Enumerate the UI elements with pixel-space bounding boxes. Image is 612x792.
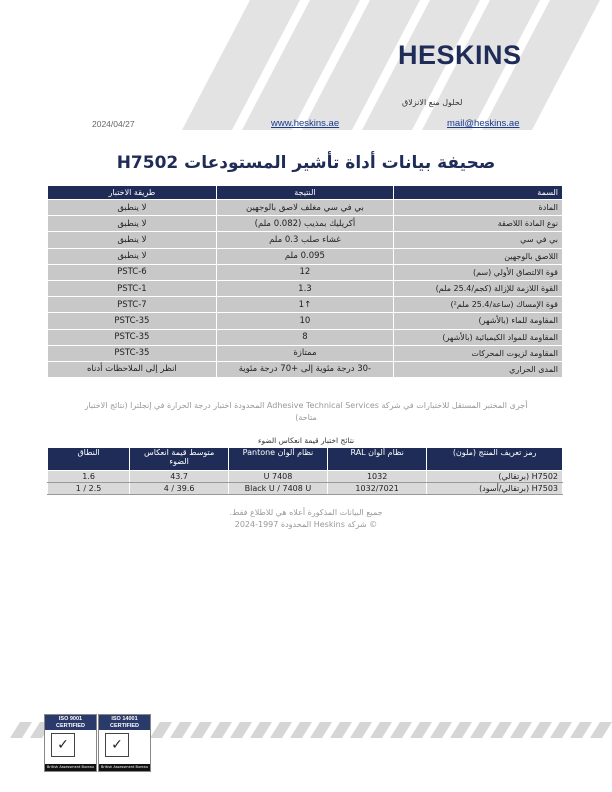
spec-result: ↑1 bbox=[216, 297, 393, 313]
reflectance-table bbox=[47, 447, 563, 495]
spec-row bbox=[48, 361, 563, 377]
spec-row bbox=[48, 200, 563, 216]
range-cell: 1.6 bbox=[48, 471, 130, 483]
header-ral: نظام ألوان RAL bbox=[327, 448, 426, 471]
spec-row bbox=[48, 313, 563, 329]
pantone-cell: 7408 U bbox=[228, 471, 327, 483]
spec-row bbox=[48, 264, 563, 280]
reflectance-row bbox=[48, 471, 563, 483]
spec-test-method: انظر إلى الملاحظات أدناه bbox=[48, 361, 217, 377]
header-lrv-average: متوسط قيمة انعكاس الضوء bbox=[130, 448, 229, 471]
range-cell: 2.5 / 1 bbox=[48, 483, 130, 495]
badge-strip: British Assessment Bureau bbox=[99, 764, 150, 771]
spec-row bbox=[48, 345, 563, 361]
iso-9001-badge bbox=[44, 714, 97, 772]
spec-result: 12 bbox=[216, 264, 393, 280]
product-code-cell: H7502 (برتقالي) bbox=[427, 471, 563, 483]
spec-result: 8 bbox=[216, 329, 393, 345]
certification-check-icon: ✓ bbox=[105, 733, 129, 757]
brand-logo: HESKINS bbox=[398, 40, 522, 70]
spec-property: اللاصق بالوجهين bbox=[394, 248, 563, 264]
lrv-cell: 39.6 / 4 bbox=[130, 483, 229, 495]
spec-result: -30 درجة مئوية إلى +70 درجة مئوية bbox=[216, 361, 393, 377]
spec-result: 10 bbox=[216, 313, 393, 329]
document-date: 2024/04/27 bbox=[92, 119, 135, 129]
spec-row bbox=[48, 232, 563, 248]
ral-cell: 1032/7021 bbox=[327, 483, 426, 495]
ral-cell: 1032 bbox=[327, 471, 426, 483]
spec-test-method: PSTC-35 bbox=[48, 329, 217, 345]
header-range: النطاق bbox=[48, 448, 130, 471]
product-code-cell: H7503 (برتقالي/أسود) bbox=[427, 483, 563, 495]
spec-test-method: لا ينطبق bbox=[48, 248, 217, 264]
iso-14001-badge bbox=[98, 714, 151, 772]
spec-row bbox=[48, 329, 563, 345]
reflectance-header-row bbox=[48, 448, 563, 471]
spec-result: ممتازة bbox=[216, 345, 393, 361]
spec-table bbox=[47, 185, 563, 378]
spec-property: نوع المادة اللاصقة bbox=[394, 216, 563, 232]
spec-result: 0.095 ملم bbox=[216, 248, 393, 264]
lrv-cell: 43.7 bbox=[130, 471, 229, 483]
spec-result: أكريليك بمذيب (0.082 ملم) bbox=[216, 216, 393, 232]
header-product-code: رمز تعريف المنتج (ملون) bbox=[427, 448, 563, 471]
spec-property: المدى الحراري bbox=[394, 361, 563, 377]
spec-test-method: لا ينطبق bbox=[48, 216, 217, 232]
spec-row bbox=[48, 216, 563, 232]
spec-property: المقاومة للماء (بالأشهر) bbox=[394, 313, 563, 329]
footer-copyright: © شركة Heskins المحدودة 1997-2024 bbox=[234, 520, 378, 529]
badge-strip: British Assessment Bureau bbox=[45, 764, 96, 771]
spec-test-method: PSTC-35 bbox=[48, 345, 217, 361]
spec-row bbox=[48, 280, 563, 296]
spec-test-method: PSTC-1 bbox=[48, 280, 217, 296]
reflectance-title: نتائج اختبار قيمة انعكاس الضوء bbox=[257, 436, 355, 445]
page-title: صحيفة بيانات أداة تأشير المستودعات H7502 bbox=[116, 153, 496, 173]
website-link[interactable]: www.heskins.ae bbox=[271, 118, 340, 129]
spec-property: المادة bbox=[394, 200, 563, 216]
spec-row bbox=[48, 297, 563, 313]
spec-header-row bbox=[48, 186, 563, 200]
pantone-cell: Black U / 7408 U bbox=[228, 483, 327, 495]
spec-property: قوة الالتصاق الأولي (سم) bbox=[394, 264, 563, 280]
header-result: النتيجة bbox=[216, 186, 393, 200]
spec-result: 1.3 bbox=[216, 280, 393, 296]
footer-disclaimer: جميع البيانات المذكورة أعلاه هي للاطلاع فقط. bbox=[229, 508, 383, 517]
spec-result: غشاء صلب 0.3 ملم bbox=[216, 232, 393, 248]
spec-property: المقاومة للمواد الكيميائية (بالأشهر) bbox=[394, 329, 563, 345]
spec-property: قوة الإمساك (ساعة/25.4 ملم²) bbox=[394, 297, 563, 313]
header-pantone: نظام ألوان Pantone bbox=[228, 448, 327, 471]
reflectance-row bbox=[48, 483, 563, 495]
badge-sub: CERTIFIED bbox=[109, 723, 140, 729]
spec-property: القوة اللازمة للإزالة (كجم/25.4 ملم) bbox=[394, 280, 563, 296]
badge-label: ISO 9001 bbox=[58, 716, 83, 722]
badge-label: ISO 14001 bbox=[111, 716, 138, 722]
email-link[interactable]: mail@heskins.ae bbox=[447, 118, 520, 129]
test-note: أجرى المختبر المستقل للاختبارات في شركة Adhesive Technical Services المحدودة اختبار درجة الحرارة في إنجلترا (نتائج الاختبار متاحة) bbox=[84, 401, 528, 422]
certification-check-icon: ✓ bbox=[51, 733, 75, 757]
header-test-method: طريقة الاختبار bbox=[48, 186, 217, 200]
spec-result: بي في سي مغلف لاصق بالوجهين bbox=[216, 200, 393, 216]
spec-test-method: PSTC-6 bbox=[48, 264, 217, 280]
spec-test-method: PSTC-35 bbox=[48, 313, 217, 329]
spec-test-method: لا ينطبق bbox=[48, 200, 217, 216]
spec-test-method: PSTC-7 bbox=[48, 297, 217, 313]
spec-row bbox=[48, 248, 563, 264]
brand-tagline: لحلول منع الانزلاق bbox=[402, 98, 463, 107]
badge-sub: CERTIFIED bbox=[55, 723, 86, 729]
spec-test-method: لا ينطبق bbox=[48, 232, 217, 248]
spec-property: بي في سي bbox=[394, 232, 563, 248]
header-property: السمة bbox=[394, 186, 563, 200]
spec-property: المقاومة لزيوت المحركات bbox=[394, 345, 563, 361]
